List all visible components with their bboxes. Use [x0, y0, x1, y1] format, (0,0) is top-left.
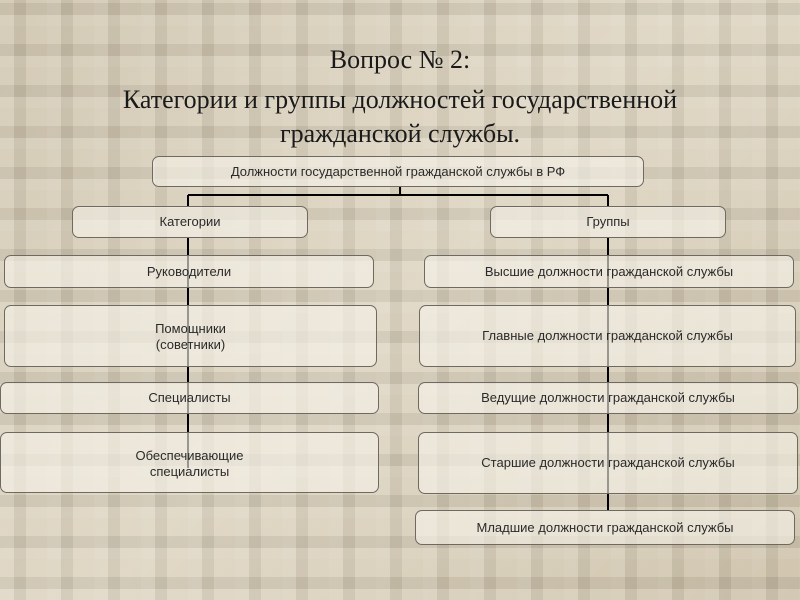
category-obespechivayushchie: Обеспечивающие специалисты [0, 432, 379, 493]
category-rukovoditeli: Руководители [4, 255, 374, 288]
groups-header: Группы [490, 206, 726, 238]
group-vysshie: Высшие должности гражданской службы [424, 255, 794, 288]
group-vedushchie: Ведущие должности гражданской службы [418, 382, 798, 414]
slide-title-line2: Категории и группы должностей государственной [122, 85, 678, 114]
group-glavnye: Главные должности гражданской службы [419, 305, 796, 367]
slide-title-line1: Вопрос № 2: [329, 45, 471, 74]
categories-header: Категории [72, 206, 308, 238]
group-starshie: Старшие должности гражданской службы [418, 432, 798, 494]
category-spetsialisty: Специалисты [0, 382, 379, 414]
root-box: Должности государственной гражданской службы в РФ [152, 156, 644, 187]
category-pomoshchniki: Помощники (советники) [4, 305, 377, 367]
group-mladshie: Младшие должности гражданской службы [415, 510, 795, 545]
slide-title-line3: гражданской службы. [279, 119, 521, 148]
